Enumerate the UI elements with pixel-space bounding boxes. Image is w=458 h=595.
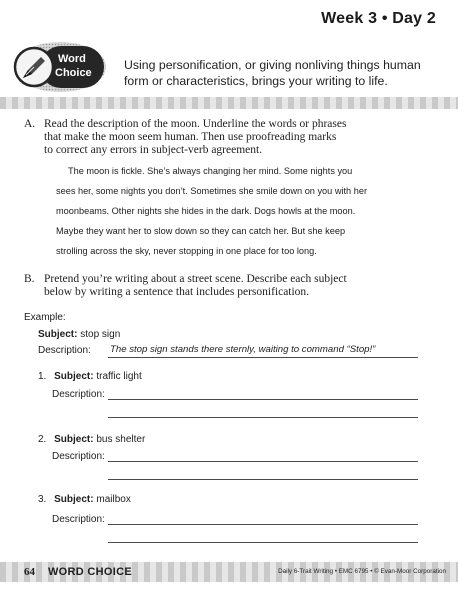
section-a-instruction-1: Read the description of the moon. Underline the words or phrases [44,118,347,130]
example-subject-label: Subject: [38,329,78,340]
passage-line-1: The moon is fickle. She’s always changing her mind. Some nights you [68,166,353,176]
item-3-number: 3. [38,494,47,505]
item-3-subject-label: Subject: [54,494,94,505]
badge-label-line1: Word [58,53,86,65]
item-3-answer-line-1[interactable] [108,524,418,525]
badge-label-line2: Choice [55,67,92,79]
passage-line-4: Maybe they want her to slow down so they can catch her. But she keep [56,226,346,236]
item-2-answer-line-2[interactable] [108,479,418,480]
item-1-description-label: Description: [52,389,105,400]
section-a-marker: A. [24,118,36,130]
example-subject-value: stop sign [80,329,121,340]
example-description-label: Description: [38,345,91,356]
item-2-number: 2. [38,434,47,445]
top-stripe [0,97,458,109]
item-1-subject-label: Subject: [54,371,94,382]
example-subject-row [38,329,120,340]
item-3-description-label: Description: [52,514,105,525]
item-3-subject-value: mailbox [96,494,131,505]
intro-line-2: form or characteristics, brings your writing to life. [124,74,388,88]
item-2-answer-line-1[interactable] [108,461,418,462]
page-title: Week 3 • Day 2 [321,10,436,27]
section-a-instruction-3: to correct any errors in subject-verb agreement. [44,144,263,156]
item-1-answer-line-1[interactable] [108,399,418,400]
item-3-subject-row [38,494,131,505]
item-2-subject-row [38,434,145,445]
item-1-subject-value: traffic light [96,371,142,382]
section-a-instruction-2: that make the moon seem human. Then use proofreading marks [44,131,337,143]
section-b-instruction-1: Pretend you’re writing about a street scene. Describe each subject [44,273,347,285]
section-b-marker: B. [24,273,35,285]
item-3-answer-line-2[interactable] [108,542,418,543]
section-b-instruction-2: below by writing a sentence that includes personification. [44,286,310,298]
item-1-number: 1. [38,371,47,382]
footer-section-label: WORD CHOICE [48,566,132,578]
item-1-answer-line-2[interactable] [108,417,418,418]
item-2-description-label: Description: [52,451,105,462]
example-description-answer: The stop sign stands there sternly, waiting to command “Stop!” [110,344,376,355]
intro-line-1: Using personification, or giving nonliving things human [124,58,421,72]
footer-bar [0,562,458,582]
item-1-subject-row [38,371,142,382]
page-number: 64 [24,566,35,578]
example-answer-line [108,357,418,358]
item-2-subject-value: bus shelter [96,434,146,445]
passage-line-5: strolling across the sky, never stopping in one place for too long. [56,246,317,256]
example-label: Example: [24,312,66,323]
passage-line-3: moonbeams. Other nights she hides in the dark. Dogs howls at the moon. [56,206,356,216]
pen-nib-icon [19,52,49,82]
word-choice-badge [12,40,108,94]
item-2-subject-label: Subject: [54,434,94,445]
footer-credit: Daily 6-Trait Writing • EMC 6795 • © Evan-Moor Corporation [278,568,446,575]
passage-line-2: sees her, some nights you don’t. Sometimes she smile down on you with her [56,186,368,196]
